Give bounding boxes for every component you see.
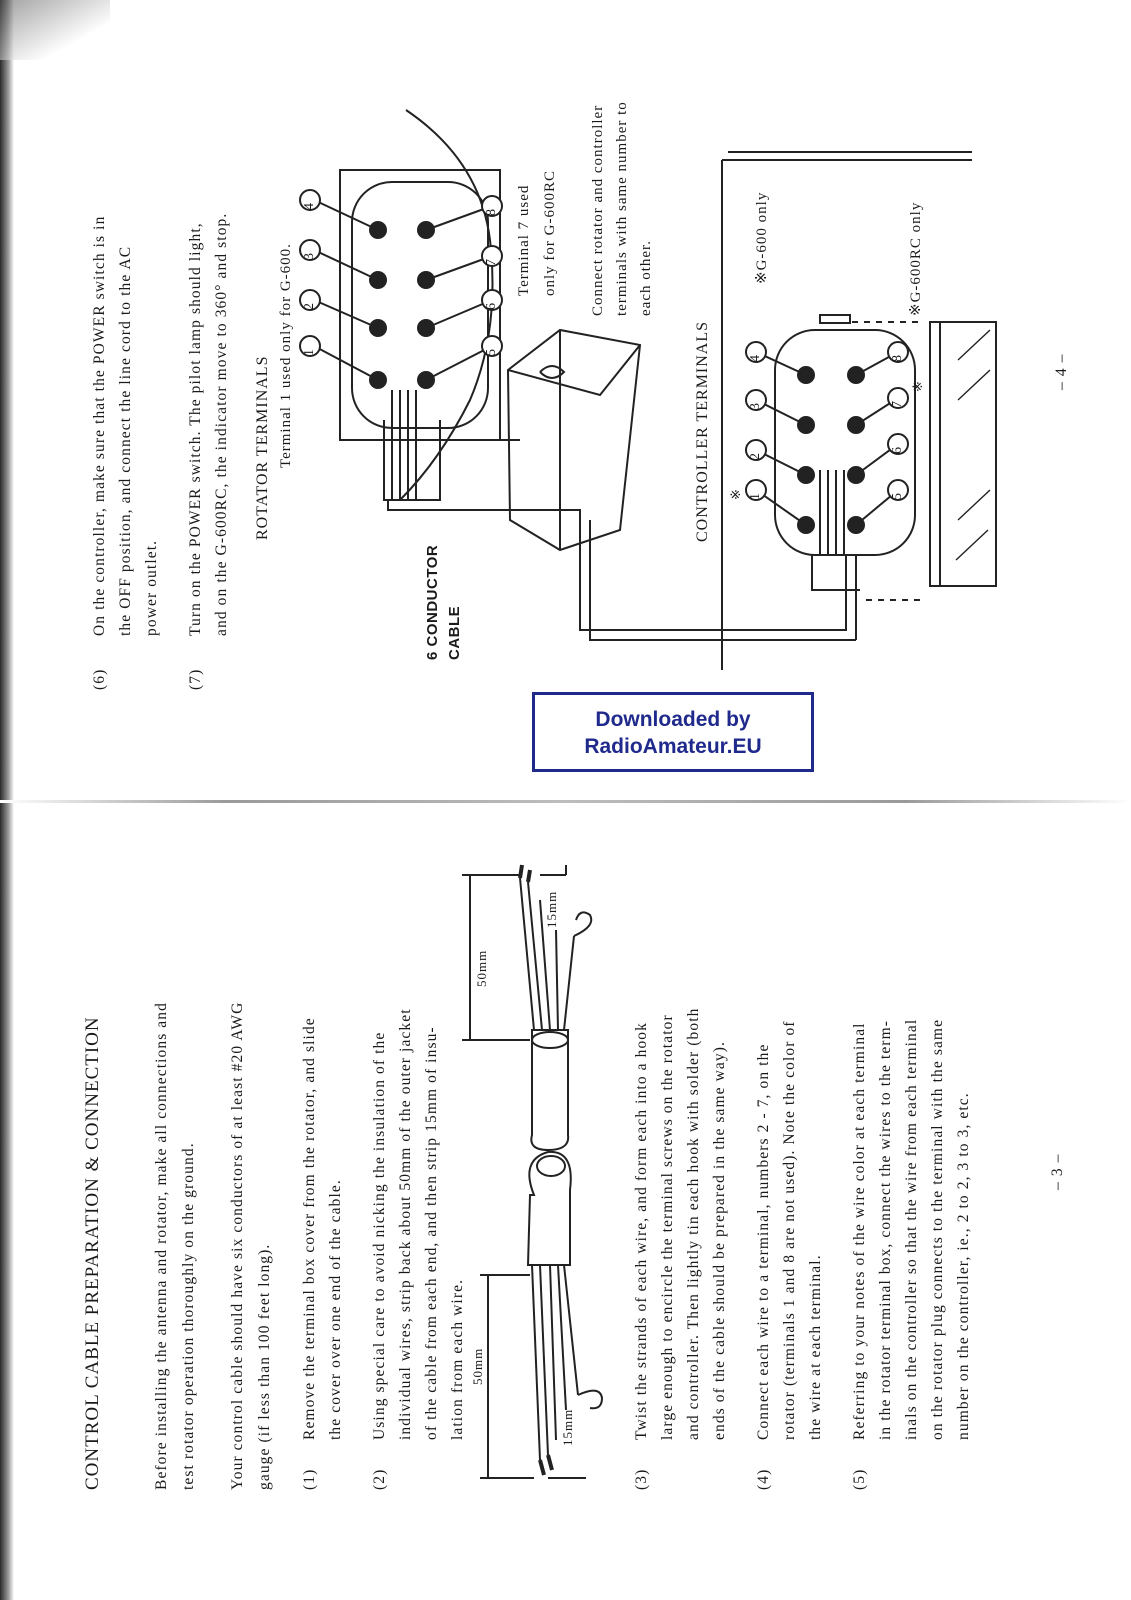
rotator-terminal-note: Terminal 1 used only for G-600.	[278, 243, 294, 468]
step-3-line: and controller. Then lightly tin each hook with solder (both	[685, 1007, 702, 1440]
download-watermark	[532, 692, 814, 772]
step-5-line: Referring to your notes of the wire color at each terminal	[851, 1022, 868, 1440]
dim-15mm-right: 15mm	[544, 890, 559, 928]
rotator-terminal-2: 2	[302, 302, 317, 310]
step-5-line: in the rotator terminal box, connect the wires to the term-	[877, 1020, 894, 1440]
watermark-line-1: Downloaded by	[595, 708, 751, 731]
step-1-line: the cover over one end of the cable.	[327, 1179, 344, 1440]
step-4-line: rotator (terminals 1 and 8 are not used). Note the color of	[781, 1020, 798, 1440]
terminal-7-note: only for G-600RC	[542, 170, 558, 296]
rotator-terminal-1: 1	[302, 348, 317, 356]
cable-label: CABLE	[446, 605, 463, 660]
step-3-line: ends of the cable should be prepared in the same way).	[711, 1041, 728, 1440]
intro-line-1: Before installing the antenna and rotator, make all connections and	[153, 1002, 170, 1490]
rotator-terminal-5: 5	[484, 348, 499, 356]
step-3-line: Twist the strands of each wire, and form each into a hook	[633, 1021, 650, 1440]
dim-50mm-right: 50mm	[474, 947, 490, 990]
mark-terminal-7: ※	[910, 380, 925, 392]
step-2-line: of the cable from each end, and then strip 15mm of insu-	[423, 1026, 440, 1440]
controller-terminal-6: 6	[890, 446, 905, 454]
step-7-number: (7)	[187, 668, 204, 690]
connect-note: each other.	[638, 240, 654, 316]
step-6-number: (6)	[91, 668, 108, 690]
step-2-number: (2)	[371, 1468, 388, 1490]
page-number-4: – 4 –	[1053, 353, 1070, 390]
cable-label: 6 CONDUCTOR	[424, 544, 441, 660]
rotator-terminal-markers	[300, 190, 502, 356]
page-title: CONTROL CABLE PREPARATION & CONNECTION	[82, 1016, 103, 1490]
step-6-line: On the controller, make sure that the POWER switch is in	[91, 215, 108, 636]
rotator-terminal-6: 6	[484, 302, 499, 310]
mark-terminal-1: ※	[728, 488, 743, 500]
rotator-terminal-4: 4	[302, 202, 317, 210]
g600-only-note: ※G-600 only	[754, 191, 770, 284]
step-6-line: the OFF position, and connect the line cord to the AC	[117, 245, 134, 636]
watermark-line-2: RadioAmateur.EU	[584, 735, 762, 758]
connect-note: terminals with same number to	[614, 101, 630, 316]
step-6-line: power outlet.	[143, 539, 160, 636]
step-3-line: large enough to encircle the terminal screws on the rotator	[659, 1014, 676, 1440]
step-2-line: individual wires, strip back about 50mm of the outer jacket	[397, 1008, 414, 1440]
step-1-number: (1)	[301, 1468, 318, 1490]
step-4-line: the wire at each terminal.	[807, 1254, 824, 1440]
dim-50mm-left: 50mm	[470, 1345, 486, 1388]
rotator-terminal-7: 7	[484, 258, 499, 266]
controller-terminal-8: 8	[890, 354, 905, 362]
step-5-line: on the rotator plug connects to the terminal with the same	[929, 1018, 946, 1440]
step-7-line: Turn on the POWER switch. The pilot lamp should light,	[187, 222, 204, 636]
controller-terminals-title: CONTROLLER TERMINALS	[694, 320, 711, 542]
connect-note: Connect rotator and controller	[590, 104, 606, 316]
controller-terminal-3: 3	[748, 402, 763, 410]
page-number-3: – 3 –	[1049, 1153, 1066, 1190]
gauge-line-2: gauge (if less than 100 feet long).	[256, 1243, 273, 1490]
controller-terminal-4: 4	[748, 354, 763, 362]
controller-terminal-5: 5	[890, 492, 905, 500]
step-5-line: inals on the controller so that the wire from each terminal	[903, 1018, 920, 1440]
controller-terminal-7: 7	[890, 400, 905, 408]
gauge-line-1: Your control cable should have six conductors of at least #20 AWG	[229, 1001, 246, 1490]
step-2-line: Using special care to avoid nicking the insulation of the	[371, 1031, 388, 1440]
intro-line-2: test rotator operation thoroughly on the ground.	[180, 1142, 197, 1490]
terminal-7-note: Terminal 7 used	[516, 184, 532, 296]
rotator-terminal-3: 3	[302, 252, 317, 260]
step-4-line: Connect each wire to a terminal, numbers 2 - 7, on the	[755, 1043, 772, 1440]
dim-15mm-left: 15mm	[560, 1408, 575, 1446]
controller-terminal-2: 2	[748, 452, 763, 460]
step-2-line: lation from each wire.	[449, 1278, 466, 1440]
rotator-terminal-8: 8	[484, 208, 499, 216]
rotator-terminals-title: ROTATOR TERMINALS	[254, 355, 271, 540]
step-7-line: and on the G-600RC, the indicator move to 360° and stop.	[213, 212, 230, 636]
controller-terminal-1: 1	[748, 492, 763, 500]
g600rc-only-note: ※G-600RC only	[908, 201, 924, 316]
step-5-number: (5)	[851, 1468, 868, 1490]
step-1-line: Remove the terminal box cover from the rotator, and slide	[301, 1017, 318, 1440]
step-4-number: (4)	[755, 1468, 772, 1490]
step-3-number: (3)	[633, 1468, 650, 1490]
step-5-line: number on the controller, ie., 2 to 2, 3 to 3, etc.	[955, 1092, 972, 1440]
